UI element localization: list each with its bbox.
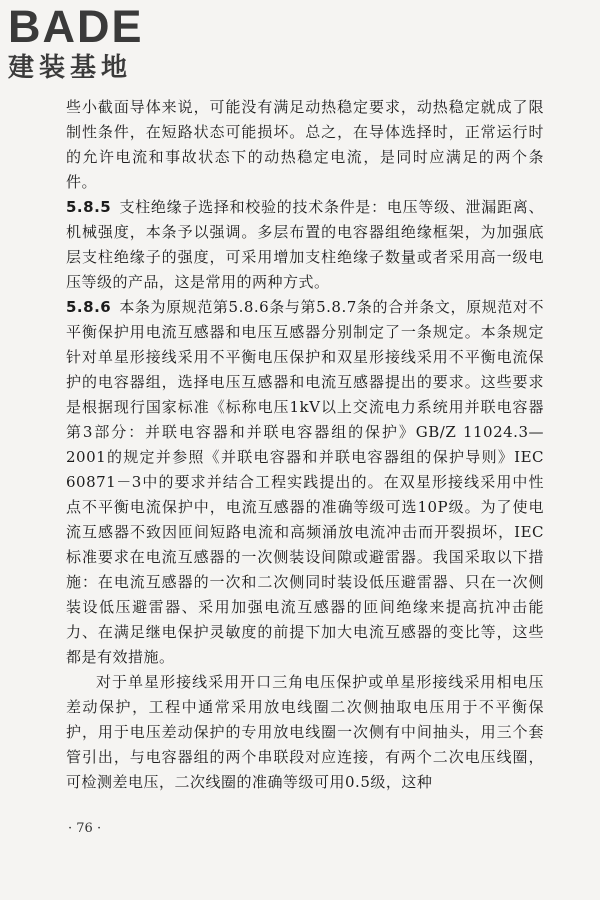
logo-brand-cn: 建装基地 (8, 53, 133, 83)
paragraph-voltage-protection: 对于单星形接线采用开口三角电压保护或单星形接线采用相电压差动保护，工程中通常采用放电线圈二次侧抽取电压用于不平衡保护，用于电压差动保护的专用放电线圈一次侧有中间抽头，用三个套管引出，与电容器组的两个串联段对应连接，有两个二次电压线圈，可检测差电压，二次线圈的准确等级可用0.5级，这种 (66, 673, 544, 791)
clause-5-8-5 (66, 195, 544, 295)
clause-text: 本条为原规范第5.8.6条与第5.8.7条的合并条文，原规范对不平衡保护用电流互感器和电压互感器分别制定了一条规定。本条规定针对单星形接线采用不平衡电压保护和双星形接线采用不平衡电流保护的电容器组，选择电压互感器和电流互感器提出的要求。这些要求是根据现行国家标准《标称电压1kV以上交流电力系统用并联电容器 第3部分：并联电容器和并联电容器组的保护》GB/Z 11024.3—2001的规定并参照《并联电容器和并联电容器组的保护导则》IEC 60871－3中的要求并结合工程实践提出的。在双星形接线采用中性点不平衡电流保护中，电流互感器的准确等级可选10P级。为了使电流互感器不致因匝间短路电流和高频涌放电流冲击而开裂损坏，IEC标准要求在电流互感器的一次侧装设间隙或避雷器。我国采取以下措施：在电流互感器的一次和二次侧同时装设低压避雷器、只在一次侧装设低压避雷器、采用加强电流互感器的匝间绝缘来提高抗冲击能力、在满足继电保护灵敏度的前提下加大电流互感器的变比等，这些都是有效措施。 (66, 298, 560, 666)
clause-number: 5.8.5 (66, 198, 112, 216)
document-body (66, 95, 560, 795)
clause-number: 5.8.6 (66, 298, 112, 316)
page-number: · 76 · (68, 821, 102, 836)
bade-logo (8, 1, 144, 84)
clause-text: 支柱绝缘子选择和校验的技术条件是：电压等级、泄漏距离、机械强度，本条予以强调。多层布置的电容器组绝缘框架，为加强底层支柱绝缘子的强度，可采用增加支柱绝缘子数量或者采用高一级电压等级的产品，这是常用的两种方式。 (66, 198, 544, 291)
clause-5-8-6 (66, 295, 560, 670)
logo-brand-en: BADE (8, 1, 144, 52)
paragraph-continuation: 些小截面导体来说，可能没有满足动热稳定要求，动热稳定就成了限制性条件，在短路状态可能损坏。总之，在导体选择时，正常运行时的允许电流和事故状态下的动热稳定电流，是同时应满足的两个条件。 (66, 98, 544, 191)
